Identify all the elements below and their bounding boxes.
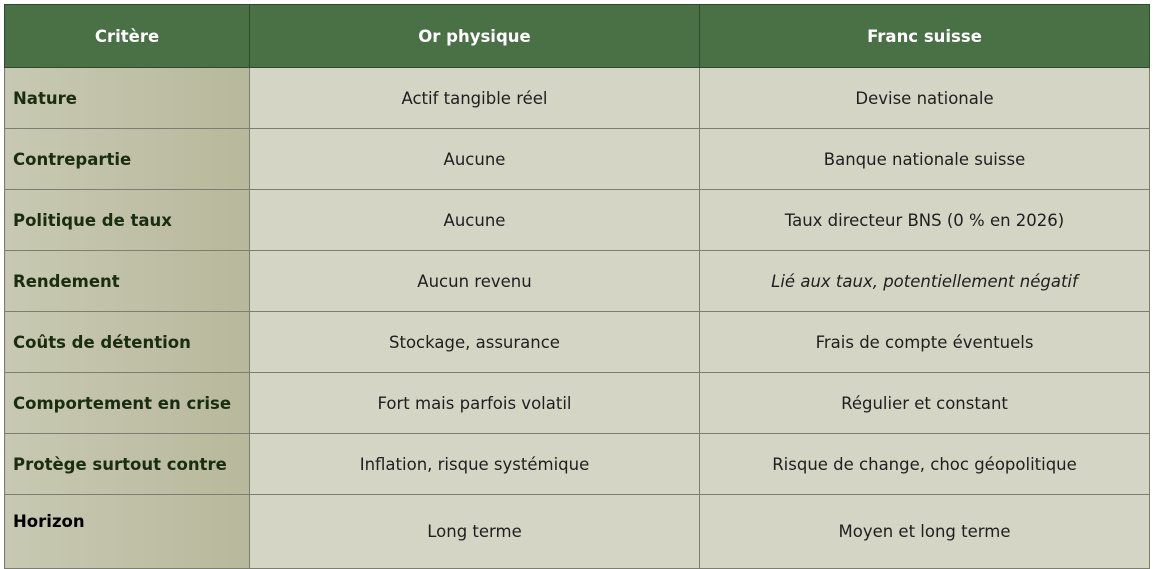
header-gold: Or physique — [250, 5, 700, 68]
chf-cell-italic-text: Lié aux taux, potentiellement négatif — [771, 271, 1078, 291]
header-criterion: Critère — [5, 5, 250, 68]
table-row — [5, 434, 1150, 495]
table-row — [5, 495, 1150, 569]
gold-cell: Inflation, risque systémique — [250, 434, 700, 495]
gold-cell: Stockage, assurance — [250, 312, 700, 373]
criterion-cell: Contrepartie — [5, 129, 250, 190]
header-chf: Franc suisse — [700, 5, 1150, 68]
table-header-row — [5, 5, 1150, 68]
gold-cell: Actif tangible réel — [250, 68, 700, 129]
criterion-cell-text: Horizon — [13, 512, 85, 531]
criterion-cell: Rendement — [5, 251, 250, 312]
table-row — [5, 190, 1150, 251]
gold-cell: Aucune — [250, 129, 700, 190]
table-row — [5, 129, 1150, 190]
criterion-cell: Politique de taux — [5, 190, 250, 251]
chf-cell: Moyen et long terme — [700, 495, 1150, 569]
criterion-cell — [5, 495, 250, 569]
table-row — [5, 68, 1150, 129]
comparison-table — [4, 4, 1150, 569]
table-row — [5, 373, 1150, 434]
chf-cell: Devise nationale — [700, 68, 1150, 129]
gold-cell: Aucun revenu — [250, 251, 700, 312]
criterion-cell: Protège surtout contre — [5, 434, 250, 495]
chf-cell: Régulier et constant — [700, 373, 1150, 434]
gold-cell: Fort mais parfois volatil — [250, 373, 700, 434]
table-row — [5, 251, 1150, 312]
chf-cell: Frais de compte éventuels — [700, 312, 1150, 373]
gold-cell: Long terme — [250, 495, 700, 569]
chf-cell: Banque nationale suisse — [700, 129, 1150, 190]
criterion-cell: Comportement en crise — [5, 373, 250, 434]
chf-cell: Taux directeur BNS (0 % en 2026) — [700, 190, 1150, 251]
chf-cell — [700, 251, 1150, 312]
criterion-cell: Nature — [5, 68, 250, 129]
table-row — [5, 312, 1150, 373]
criterion-cell: Coûts de détention — [5, 312, 250, 373]
gold-cell: Aucune — [250, 190, 700, 251]
chf-cell: Risque de change, choc géopolitique — [700, 434, 1150, 495]
